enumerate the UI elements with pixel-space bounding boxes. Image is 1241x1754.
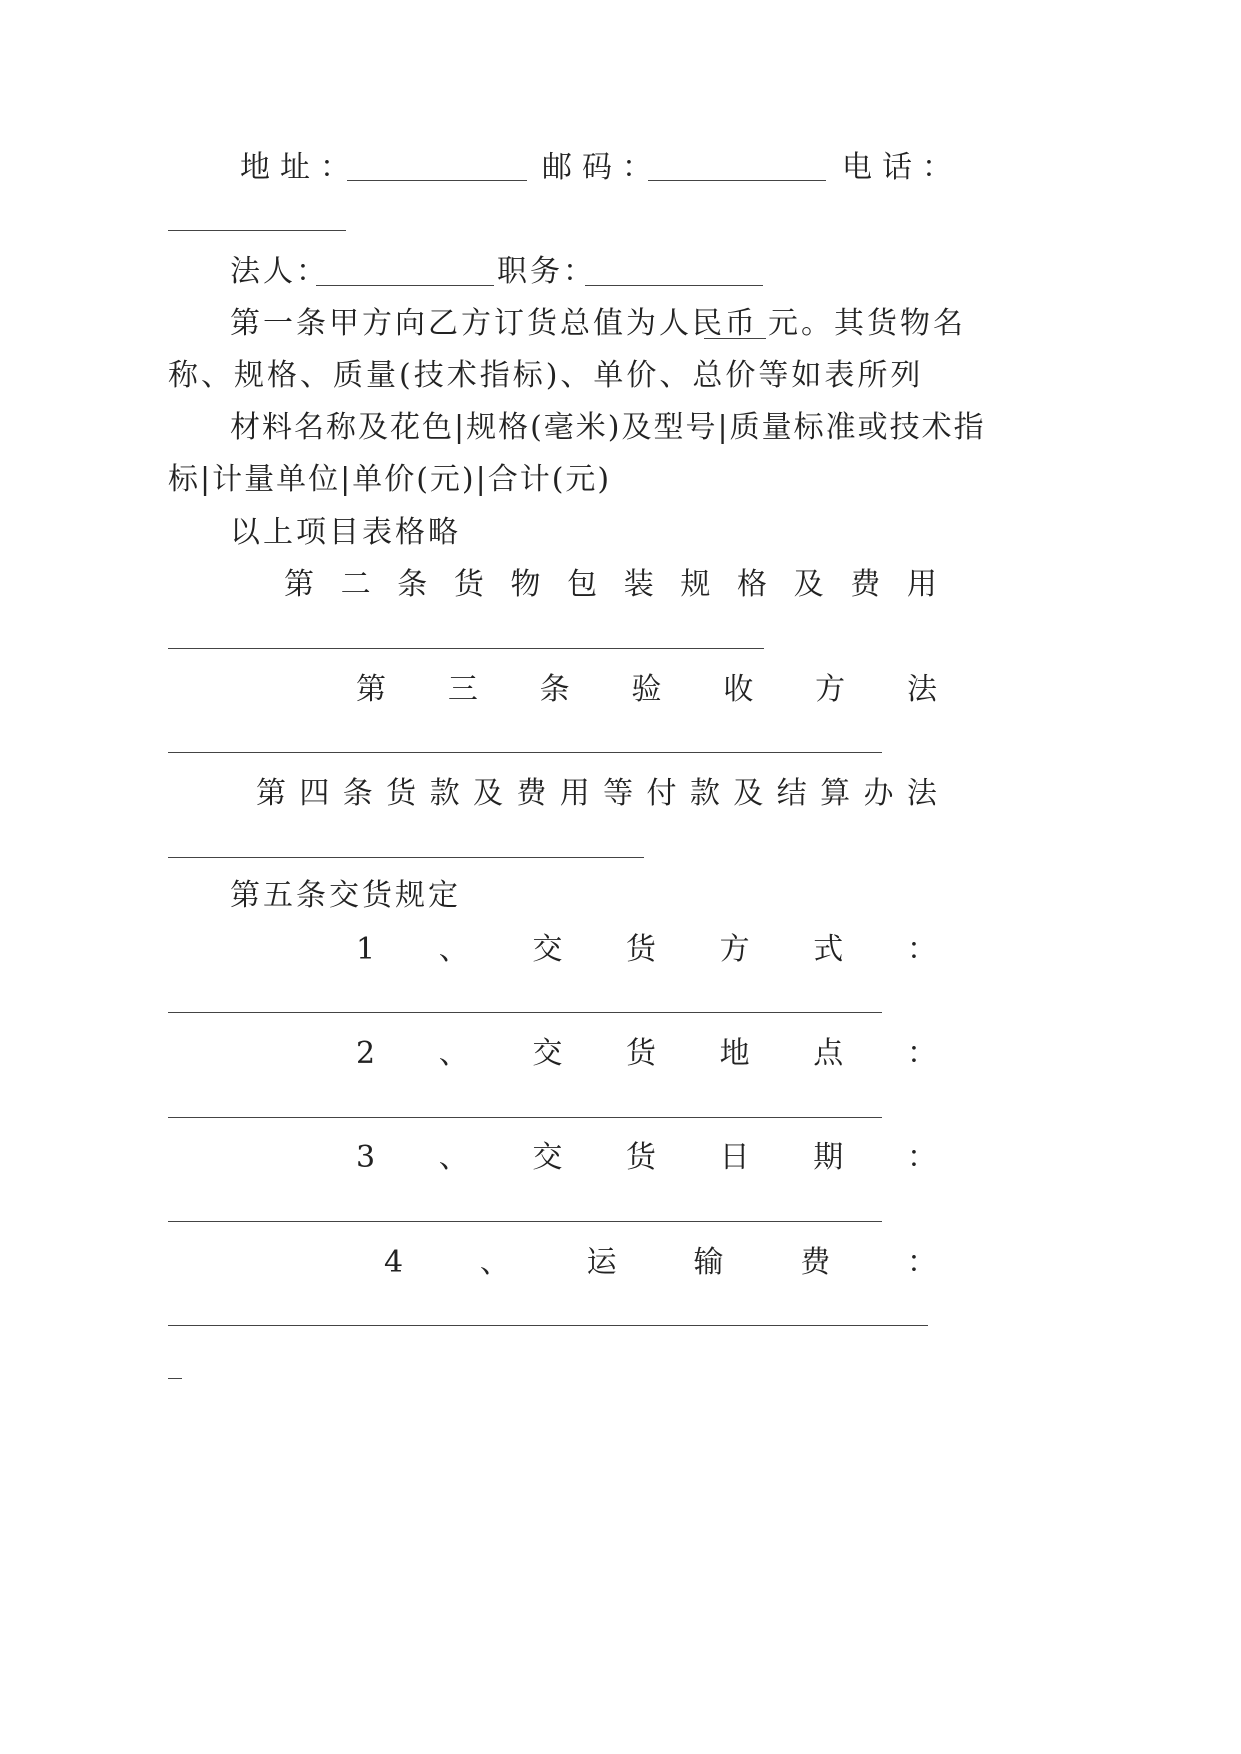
amount-blank <box>704 338 766 339</box>
article-4-blank <box>168 857 644 858</box>
zip-label: 邮码： <box>542 150 662 185</box>
article-2-heading: 第 二 条 货 物 包 装 规 格 及 费 用 <box>284 567 940 602</box>
address-label: 地址： <box>240 150 360 185</box>
position-blank <box>585 285 763 286</box>
item-1-delivery-method: 1 、 交 货 方 式 ： <box>356 932 940 967</box>
item-1-blank <box>168 1012 882 1013</box>
zip-blank <box>648 180 826 181</box>
phone-label: 电话： <box>842 150 962 185</box>
article-1-text-c: 称、规格、质量(技术指标)、单价、总价等如表所列 <box>168 358 924 393</box>
table-columns-line-2: 标|计量单位|单价(元)|合计(元) <box>168 462 612 497</box>
item-3-delivery-date: 3 、 交 货 日 期 ： <box>356 1140 940 1175</box>
article-1-text-b: 元。其货物名 <box>768 306 966 341</box>
article-3-heading: 第 三 条 验 收 方 法 <box>356 672 940 707</box>
item-3-blank <box>168 1221 882 1222</box>
legal-person-blank <box>316 285 494 286</box>
article-5-heading: 第五条交货规定 <box>230 878 461 913</box>
article-2-blank <box>168 648 764 649</box>
article-3-blank <box>168 752 882 753</box>
table-omitted-note: 以上项目表格略 <box>230 515 461 550</box>
article-1-text-a: 第一条甲方向乙方订货总值为人民币 <box>230 306 758 341</box>
address-blank <box>347 180 527 181</box>
item-2-delivery-place: 2 、 交 货 地 点 ： <box>356 1036 940 1071</box>
legal-person-label: 法人： <box>230 254 329 289</box>
phone-blank <box>168 230 346 231</box>
item-4-freight: 4 、 运 输 费 ： <box>384 1245 940 1280</box>
item-2-blank <box>168 1117 882 1118</box>
item-4-blank <box>168 1325 928 1326</box>
item-4-blank-continued <box>168 1378 182 1379</box>
article-4-heading: 第 四 条 货 款 及 费 用 等 付 款 及 结 算 办 法 <box>256 776 940 811</box>
table-columns-line-1: 材料名称及花色|规格(毫米)及型号|质量标准或技术指 <box>230 410 986 445</box>
position-label: 职务： <box>497 254 596 289</box>
